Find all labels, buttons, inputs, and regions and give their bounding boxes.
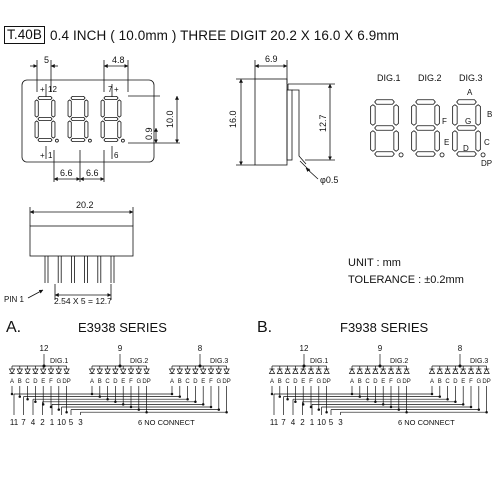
- diode-g: [396, 369, 401, 374]
- dim-total-height: 10.0: [165, 110, 175, 128]
- segment-label-dp: DP: [222, 379, 231, 385]
- segment-d: [104, 138, 118, 141]
- diode-c: [25, 369, 30, 374]
- dim-depth: 6.9: [265, 54, 278, 64]
- common-pin-12: 12: [299, 344, 309, 353]
- segment-b: [394, 105, 399, 126]
- diode-b: [277, 369, 282, 374]
- segment-f: [101, 100, 104, 117]
- segment-a: [375, 100, 395, 105]
- circuit-a-letter: A.: [6, 319, 22, 336]
- segment-label-f: F: [129, 379, 133, 385]
- diode-b: [177, 369, 182, 374]
- digit-label-3: DIG.3: [210, 358, 229, 365]
- front-digit-2: [68, 96, 91, 142]
- common-pin-8: 8: [457, 344, 463, 353]
- digit-label-2: DIG.2: [130, 358, 149, 365]
- segment-f: [453, 105, 458, 126]
- segment-label-c: C: [185, 379, 190, 385]
- junction-dot: [50, 406, 52, 408]
- dim-width: 20.2: [76, 200, 94, 210]
- junction-dot: [11, 393, 13, 395]
- segment-e: [35, 121, 38, 138]
- segment-e: [68, 121, 71, 138]
- segment-label-dp: DP: [402, 379, 411, 385]
- segment-label-dp: DP: [62, 379, 71, 385]
- junction-dot: [19, 396, 21, 398]
- seg-dig-3: DIG.3: [459, 73, 483, 83]
- segment-label-a: A: [89, 379, 95, 385]
- segment-label-d: D: [293, 379, 298, 385]
- segment-c: [52, 121, 55, 138]
- diode-a: [89, 369, 94, 374]
- segment-a: [457, 100, 477, 105]
- segment-label-e: E: [121, 379, 126, 385]
- bottom-pin-11: 11: [9, 418, 19, 427]
- segment-e: [453, 131, 458, 152]
- bottom-pin-5: 5: [68, 418, 74, 427]
- segment-b: [476, 105, 481, 126]
- no-connect-note: 6 NO CONNECT: [138, 418, 195, 427]
- segment-d: [375, 152, 395, 157]
- front-pin-1: 1: [48, 151, 53, 160]
- diode-f: [128, 369, 133, 374]
- segment-label-d: D: [113, 379, 118, 385]
- front-plus-left: +: [40, 85, 45, 94]
- seg-label-c: C: [484, 138, 490, 147]
- segment-g: [104, 117, 118, 120]
- diode-g: [216, 369, 221, 374]
- segment-dp: [481, 153, 485, 157]
- segment-digit-3: [453, 100, 485, 157]
- diode-a: [169, 369, 174, 374]
- segment-label-c: C: [445, 379, 450, 385]
- common-pin-8: 8: [197, 344, 203, 353]
- unit-note: UNIT : mm: [348, 257, 401, 269]
- front-view-digits: [35, 96, 124, 142]
- bottom-pin-1: 1: [309, 418, 315, 427]
- diode-g: [476, 369, 481, 374]
- common-pin-12: 12: [39, 344, 49, 353]
- segment-label-a: A: [429, 379, 435, 385]
- digit-label-1: DIG.1: [50, 358, 69, 365]
- segment-f: [371, 105, 376, 126]
- segment-label-b: B: [17, 379, 22, 385]
- bottom-pin-2: 2: [40, 418, 45, 427]
- junction-dot: [287, 398, 289, 400]
- digit-label-3: DIG.3: [470, 358, 489, 365]
- diode-e: [301, 369, 306, 374]
- front-pin-7: 7: [108, 85, 113, 94]
- segment-b: [52, 100, 55, 117]
- segment-b: [85, 100, 88, 117]
- dim-body: 12.7: [318, 114, 328, 132]
- segment-a: [104, 96, 118, 99]
- seg-label-e: E: [444, 138, 450, 147]
- segment-c: [394, 131, 399, 152]
- seg-label-dp: DP: [481, 159, 493, 168]
- diode-dp: [224, 369, 229, 374]
- part-code: T.40B: [4, 26, 45, 44]
- segment-label-d: D: [33, 379, 38, 385]
- segment-g: [416, 126, 436, 131]
- segment-dp: [55, 139, 58, 142]
- segment-label-g: G: [216, 379, 222, 385]
- diode-d: [293, 369, 298, 374]
- segment-digit-1: [371, 100, 403, 157]
- seg-label-d: D: [463, 144, 469, 153]
- front-digit-1: [35, 96, 58, 142]
- bottom-pin-10: 10: [317, 418, 326, 427]
- bottom-pin-2: 2: [300, 418, 305, 427]
- segment-b: [118, 100, 121, 117]
- segment-label-d: D: [193, 379, 198, 385]
- diode-dp: [64, 369, 69, 374]
- segment-a: [416, 100, 436, 105]
- diode-c: [285, 369, 290, 374]
- segment-label-b: B: [277, 379, 282, 385]
- segment-dp: [440, 153, 444, 157]
- junction-dot: [271, 393, 273, 395]
- bottom-pin-4: 4: [30, 418, 36, 427]
- pin1-label: PIN 1: [4, 295, 25, 304]
- diode-b: [437, 369, 442, 374]
- dim-pitch-2: 6.6: [86, 168, 99, 178]
- segment-label-dp: DP: [142, 379, 151, 385]
- segment-label-e: E: [201, 379, 206, 385]
- segment-f: [412, 105, 417, 126]
- segment-c: [118, 121, 121, 138]
- segment-label-dp: DP: [322, 379, 331, 385]
- junction-dot: [310, 406, 312, 408]
- diode-g: [136, 369, 141, 374]
- diode-e: [201, 369, 206, 374]
- diode-b: [97, 369, 102, 374]
- junction-dot: [326, 411, 328, 413]
- segment-label-g: G: [476, 379, 482, 385]
- segment-label-f: F: [389, 379, 393, 385]
- circuit-a-series: E3938 SERIES: [78, 320, 167, 335]
- front-pin-12: 12: [48, 85, 57, 94]
- diode-g: [316, 369, 321, 374]
- diode-a: [429, 369, 434, 374]
- diode-g: [56, 369, 61, 374]
- segment-e: [101, 121, 104, 138]
- side-view-body: [255, 79, 287, 165]
- segment-label-f: F: [49, 379, 53, 385]
- diode-e: [381, 369, 386, 374]
- seg-label-b: B: [487, 110, 493, 119]
- diode-e: [121, 369, 126, 374]
- segment-label-c: C: [25, 379, 30, 385]
- segment-a: [38, 96, 52, 99]
- front-plus-right: +: [114, 85, 119, 94]
- segment-d: [416, 152, 436, 157]
- segment-b: [435, 105, 440, 126]
- segment-label-g: G: [396, 379, 402, 385]
- diode-b: [357, 369, 362, 374]
- dim-pin-dia: φ0.5: [320, 175, 339, 185]
- diode-c: [105, 369, 110, 374]
- diode-a: [349, 369, 354, 374]
- diode-c: [185, 369, 190, 374]
- bottom-view-body: [30, 226, 133, 256]
- dim-seg-height: 0.9: [144, 127, 154, 140]
- dim-pin-pitch: 2.54 X 5 = 12.7: [54, 296, 112, 306]
- bottom-pin-11: 11: [269, 418, 279, 427]
- segment-g: [38, 117, 52, 120]
- segment-label-a: A: [269, 379, 275, 385]
- segment-label-b: B: [177, 379, 182, 385]
- segment-c: [85, 121, 88, 138]
- front-pin-6: 6: [114, 151, 119, 160]
- segment-label-dp: DP: [482, 379, 491, 385]
- dim-pitch-1: 6.6: [60, 168, 73, 178]
- circuit-b-letter: B.: [257, 319, 273, 336]
- dim-height: 16.0: [228, 110, 238, 128]
- segment-label-d: D: [373, 379, 378, 385]
- segment-label-b: B: [357, 379, 362, 385]
- bottom-pin-7: 7: [21, 418, 26, 427]
- dim-top-right: 4.8: [112, 55, 125, 65]
- no-connect-note: 6 NO CONNECT: [398, 418, 455, 427]
- tolerance-note: TOLERANCE : ±0.2mm: [348, 274, 464, 286]
- segment-a: [71, 96, 85, 99]
- segment-label-g: G: [56, 379, 62, 385]
- diode-f: [468, 369, 473, 374]
- bottom-pin-7: 7: [281, 418, 286, 427]
- diode-dp: [484, 369, 489, 374]
- junction-dot: [58, 409, 60, 411]
- segment-g: [71, 117, 85, 120]
- diode-d: [113, 369, 118, 374]
- segment-digit-2: [412, 100, 444, 157]
- seg-label-a: A: [467, 88, 473, 97]
- junction-dot: [295, 401, 297, 403]
- front-plus-bottom-left: +: [40, 151, 45, 160]
- diode-c: [365, 369, 370, 374]
- segment-label-e: E: [461, 379, 466, 385]
- diode-a: [269, 369, 274, 374]
- bottom-pin-1: 1: [49, 418, 55, 427]
- segment-c: [435, 131, 440, 152]
- segment-label-c: C: [105, 379, 110, 385]
- segment-g: [457, 126, 477, 131]
- segment-label-c: C: [285, 379, 290, 385]
- circuit-a-schematic: [9, 344, 230, 427]
- bottom-pin-3: 3: [338, 418, 343, 427]
- part-title: 0.4 INCH ( 10.0mm ) THREE DIGIT 20.2 X 16.0 X 6.9mm: [50, 27, 399, 43]
- junction-dot: [35, 401, 37, 403]
- segment-label-b: B: [437, 379, 442, 385]
- segment-label-a: A: [349, 379, 355, 385]
- diode-c: [445, 369, 450, 374]
- segment-label-e: E: [381, 379, 386, 385]
- diode-f: [48, 369, 53, 374]
- seg-label-g: G: [465, 117, 472, 126]
- seg-label-f: F: [442, 117, 447, 126]
- segment-dp: [121, 139, 124, 142]
- segment-e: [371, 131, 376, 152]
- diode-dp: [404, 369, 409, 374]
- diode-e: [461, 369, 466, 374]
- diode-d: [33, 369, 38, 374]
- bottom-pin-3: 3: [78, 418, 83, 427]
- segment-dp: [88, 139, 91, 142]
- bottom-pin-10: 10: [57, 418, 66, 427]
- segment-label-f: F: [209, 379, 213, 385]
- digit-label-2: DIG.2: [390, 358, 409, 365]
- bottom-view: [28, 207, 133, 300]
- segment-g: [375, 126, 395, 131]
- circuit-b-series: F3938 SERIES: [340, 320, 429, 335]
- diode-d: [373, 369, 378, 374]
- segment-label-a: A: [169, 379, 175, 385]
- segment-label-f: F: [469, 379, 473, 385]
- common-pin-9: 9: [377, 344, 383, 353]
- seg-dig-1: DIG.1: [377, 73, 401, 83]
- front-digit-3: [101, 96, 124, 142]
- segment-label-e: E: [301, 379, 306, 385]
- diode-a: [9, 369, 14, 374]
- segment-label-g: G: [316, 379, 322, 385]
- diode-e: [41, 369, 46, 374]
- junction-dot: [27, 398, 29, 400]
- bottom-view-pins: [45, 256, 114, 283]
- segment-f: [68, 100, 71, 117]
- segment-dp: [399, 153, 403, 157]
- diode-d: [453, 369, 458, 374]
- diode-d: [193, 369, 198, 374]
- junction-dot: [318, 409, 320, 411]
- junction-dot: [279, 396, 281, 398]
- circuit-b-schematic: [269, 344, 490, 427]
- segment-e: [412, 131, 417, 152]
- diode-f: [208, 369, 213, 374]
- segment-label-d: D: [453, 379, 458, 385]
- seg-dig-2: DIG.2: [418, 73, 442, 83]
- junction-dot: [66, 411, 68, 413]
- segment-c: [476, 131, 481, 152]
- segment-d: [71, 138, 85, 141]
- diode-f: [308, 369, 313, 374]
- digit-label-1: DIG.1: [310, 358, 329, 365]
- common-pin-9: 9: [117, 344, 123, 353]
- diode-b: [17, 369, 22, 374]
- segment-label-a: A: [9, 379, 15, 385]
- front-view: [22, 60, 180, 182]
- segment-label-b: B: [97, 379, 102, 385]
- segment-d: [38, 138, 52, 141]
- bottom-pin-4: 4: [290, 418, 296, 427]
- dim-top-left: 5: [44, 55, 50, 65]
- segment-label-e: E: [41, 379, 46, 385]
- diode-dp: [144, 369, 149, 374]
- diode-f: [388, 369, 393, 374]
- segment-label-g: G: [136, 379, 142, 385]
- segment-f: [35, 100, 38, 117]
- bottom-pin-5: 5: [328, 418, 334, 427]
- diode-dp: [324, 369, 329, 374]
- segment-label-f: F: [309, 379, 313, 385]
- segment-label-c: C: [365, 379, 370, 385]
